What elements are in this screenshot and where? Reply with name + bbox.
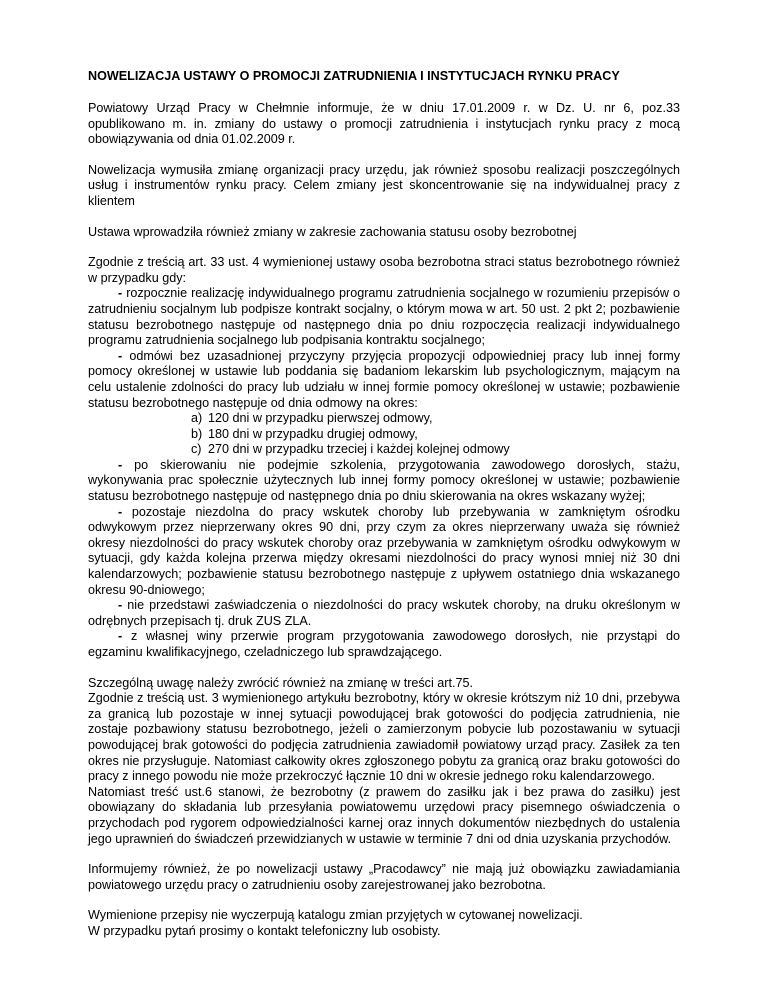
closing-section: [88, 908, 680, 939]
bullet-item: [88, 629, 680, 660]
organization-paragraph: Nowelizacja wymusiła zmianę organizacji pracy urzędu, jak również sposobu realizacji poszczególnych usług i instrumentów rynku pracy. Celem zmiany jest skoncentrowanie się na indywidualnej pracy z klientem: [88, 162, 680, 208]
art75-lead: Szczególną uwagę należy zwrócić również na zmianę w treści art.75.: [88, 675, 473, 690]
employers-paragraph: Informujemy również, że po nowelizacji ustawy „Pracodawcy” nie mają już obowiązku zawiadamiania powiatowego urzędu pracy o zatrudnieniu osoby zarejestrowanej jako bezrobotna.: [88, 862, 680, 892]
bullet-item: [88, 458, 680, 505]
intro-paragraph: Powiatowy Urząd Pracy w Chełmnie informuje, że w dniu 17.01.2009 r. w Dz. U. nr 6, poz.33 opublikowano m. in. zmiany do ustawy o promocji zatrudnienia i instytucjach rynku pracy z mocą obowiązywania od dnia 01.02.2009 r.: [88, 101, 680, 147]
art75-ust6: Natomiast treść ust.6 stanowi, że bezrobotny (z prawem do zasiłku jak i bez prawa do zasiłku) jest obowiązany do składania lub przesyłania powiatowemu urzędowi pracy pisemnego oświadczenia o przychodach pod rygorem odpowiedzialności karnej oraz innych dokumentów niezbędnych do ustalenia jego uprawnień do świadczeń przewidzianych w ustawie w terminie 7 dni od dnia uzyskania przychodów.: [88, 784, 680, 846]
list-marker: b): [191, 426, 203, 441]
bullet-item: [88, 286, 680, 348]
bullet-text: pozostaje niezdolna do pracy wskutek choroby lub przebywania w zamkniętym ośrodku odwykowym przez nieprzerwany okres 90 dni, przy czym za okres nieprzerwany uważa się również okresy niezdolności do pracy wskutek choroby oraz przebywania w zamkniętym ośrodku odwykowym w sytuacji, gdy każda kolejna przerwa między okresami niezdolności do pracy wynosi mniej niż 30 dni kalendarzowych; pozbawienie statusu bezrobotnego następuje z upływem ostatniego dnia wskazanego okresu 90-dniowego;: [88, 504, 681, 597]
list-item: [191, 411, 680, 427]
refusal-periods-list: [88, 411, 680, 458]
closing-line-2: W przypadku pytań prosimy o kontakt telefoniczny lub osobisty.: [88, 923, 441, 938]
art33-section: [88, 255, 680, 660]
list-item: [191, 426, 680, 443]
list-marker: a): [191, 411, 203, 426]
bullet-item: [88, 505, 680, 599]
bullet-text: z własnej winy przerwie program przygotowania zawodowego dorosłych, nie przystąpi do egzaminu kwalifikacyjnego, czeladniczego lub sprawdzającego.: [88, 629, 681, 659]
art75-section: [88, 676, 680, 848]
art33-lead: Zgodnie z treścią art. 33 ust. 4 wymienionej ustawy osoba bezrobotna straci status bezrobotnego również w przypadku gdy:: [88, 255, 680, 285]
bullet-dash: -: [118, 598, 123, 613]
bullet-text: po skierowaniu nie podejmie szkolenia, przygotowania zawodowego dorosłych, stażu, wykonywania prac społecznie użytecznych lub innej formy pomocy określonej w ustawie; pozbawienie statusu bezrobotnego następuje od następnego dnia po dniu skierowania na okres wskazany wyżej;: [88, 457, 680, 504]
list-item: [191, 442, 680, 458]
bullet-text: odmówi bez uzasadnionej przyczyny przyjęcia propozycji odpowiedniej pracy lub innej formy pomocy określonej w ustawie lub poddania się badaniom lekarskim lub psychologicznym, mającym na celu ustalenie zdolności do pracy lub udziału w innej formie pomocy określonej w ustawie; pozbawienie statusu bezrobotnego następuje od dnia odmowy na okres:: [88, 348, 681, 410]
list-text: 180 dni w przypadku drugiej odmowy,: [208, 426, 418, 441]
art75-ust3: Zgodnie z treścią ust. 3 wymienionego artykułu bezrobotny, który w okresie krótszym niż 10 dni, przebywa za granicą lub pozostaje w innej sytuacji powodującej brak gotowości do podjęcia zatrudnienia, nie zostaje pozbawiony statusu bezrobotnego, jeżeli o zamierzonym pobycie lub pozostawaniu w sytuacji powodującej brak gotowości do podjęcia zatrudnienia zawiadomił powiatowy urząd pracy. Zasiłek za ten okres nie przysługuje. Natomiast całkowity okres zgłoszonego pobytu za granicą oraz braku gotowości do pracy z innego powodu nie może przekroczyć łącznie 10 dni w okresie jednego roku kalendarzowego.: [88, 691, 680, 784]
bullet-dash: -: [118, 504, 123, 519]
bullet-dash: -: [118, 629, 123, 644]
status-changes-paragraph: Ustawa wprowadziła również zmiany w zakresie zachowania statusu osoby bezrobotnej: [88, 224, 577, 239]
list-marker: c): [191, 442, 202, 457]
bullet-dash: -: [118, 457, 123, 472]
list-text: 270 dni w przypadku trzeciej i każdej kolejnej odmowy: [208, 442, 510, 457]
bullet-dash: -: [118, 286, 123, 301]
document-title: NOWELIZACJA USTAWY O PROMOCJI ZATRUDNIENIA I INSTYTUCJACH RYNKU PRACY: [88, 69, 620, 83]
bullet-item: [88, 349, 680, 411]
bullet-text: rozpocznie realizację indywidualnego programu zatrudnienia socjalnego w rozumieniu przepisów o zatrudnieniu socjalnym lub podpisze kontrakt socjalny, o którym mowa w art. 50 ust. 2 pkt 2; pozbawienie statusu bezrobotnego następuje od następnego dnia po dniu rozpoczęcia realizacji indywidualnego programu zatrudnienia socjalnego lub podpisania kontraktu socjalnego;: [88, 286, 680, 348]
bullet-dash: -: [118, 348, 123, 363]
bullet-item: [88, 598, 680, 629]
closing-line-1: Wymienione przepisy nie wyczerpują katalogu zmian przyjętych w cytowanej nowelizacji.: [88, 908, 583, 923]
bullet-text: nie przedstawi zaświadczenia o niezdolności do pracy wskutek choroby, na druku określonym w odrębnych przepisach tj. druk ZUS ZLA.: [88, 598, 680, 628]
list-text: 120 dni w przypadku pierwszej odmowy,: [208, 411, 433, 426]
